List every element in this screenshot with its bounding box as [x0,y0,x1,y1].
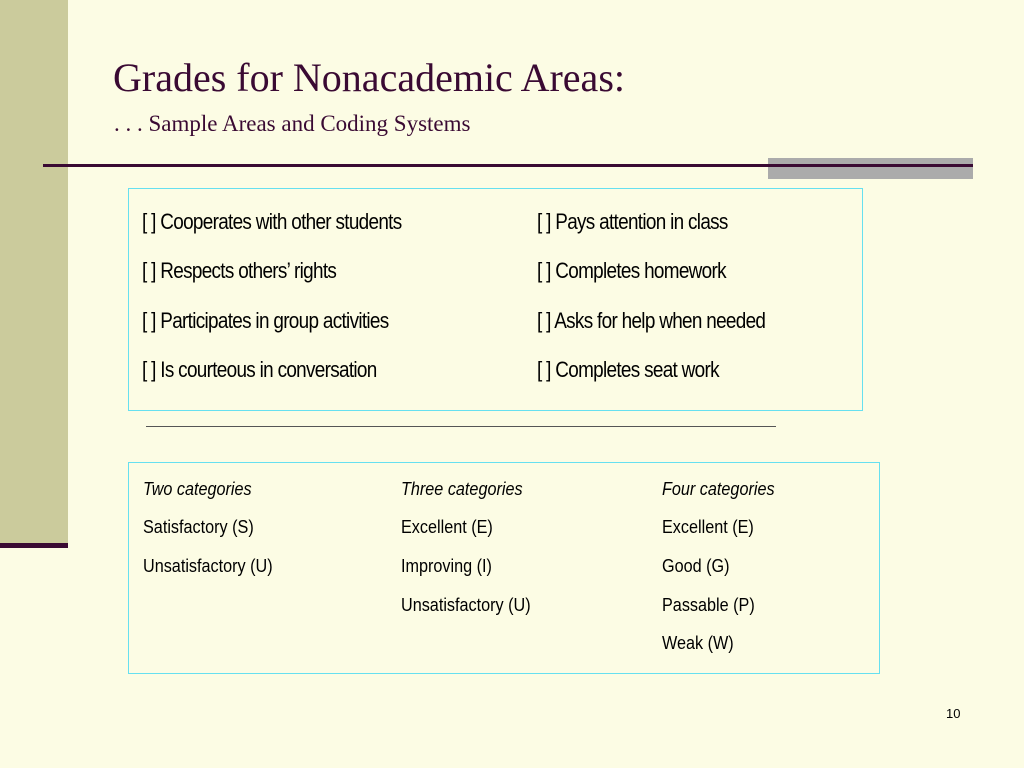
left-decor-line [0,543,68,548]
slide-subtitle: . . . Sample Areas and Coding Systems [114,111,471,136]
area-item: [ ] Respects others’ rights [142,258,337,283]
area-item: [ ] Completes homework [537,258,726,283]
category-item: Good (G) [662,556,730,576]
title-rule-accent [768,158,973,179]
category-item: Passable (P) [662,595,755,615]
slide-title: Grades for Nonacademic Areas: [113,55,625,100]
category-heading: Three categories [401,479,523,499]
section-divider [146,426,776,427]
area-item: [ ] Participates in group activities [142,308,389,333]
category-heading: Four categories [662,479,775,499]
area-item: [ ] Is courteous in conversation [142,357,377,382]
title-rule [43,164,973,167]
area-item: [ ] Completes seat work [537,357,719,382]
area-item: [ ] Cooperates with other students [142,209,402,234]
left-decor-bar [0,0,68,548]
page-number: 10 [946,706,961,721]
category-item: Satisfactory (S) [143,517,254,537]
category-item: Excellent (E) [401,517,493,537]
area-item: [ ] Asks for help when needed [537,308,766,333]
category-heading: Two categories [143,479,252,499]
category-item: Excellent (E) [662,517,754,537]
area-item: [ ] Pays attention in class [537,209,728,234]
category-item: Unsatisfactory (U) [143,556,273,576]
category-item: Improving (I) [401,556,492,576]
category-item: Unsatisfactory (U) [401,595,531,615]
category-item: Weak (W) [662,633,734,653]
